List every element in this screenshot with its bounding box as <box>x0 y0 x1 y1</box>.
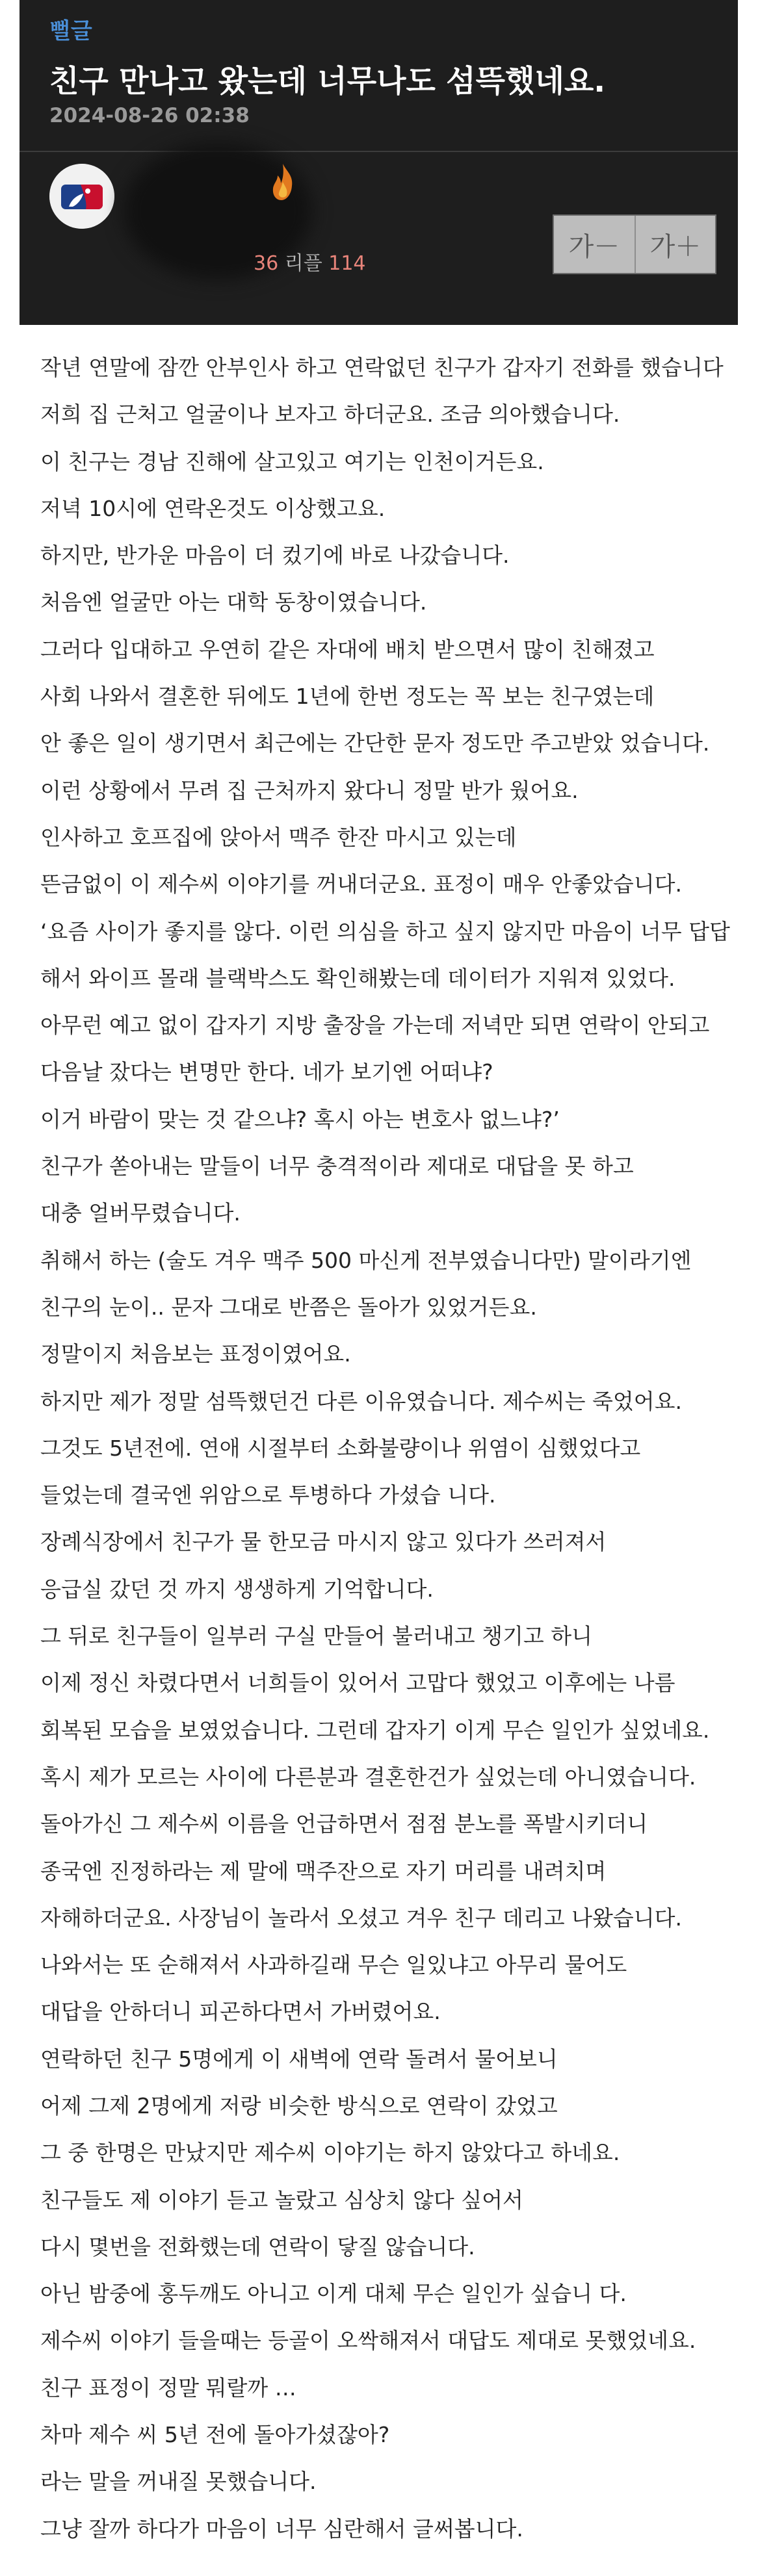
body-line: 이런 상황에서 무려 집 근처까지 왔다니 정말 반가 웠어요. <box>40 777 579 803</box>
body-line: 해서 와이프 몰래 블랙박스도 확인해봤는데 데이터가 지워져 있었다. <box>40 965 675 991</box>
body-line: 자해하더군요. 사장님이 놀라서 오셨고 겨우 친구 데리고 나왔습니다. <box>40 1905 682 1931</box>
body-line: 나와서는 또 순해져서 사과하길래 무슨 일있냐고 아무리 물어도 <box>40 1952 627 1978</box>
body-line: 하지만 제가 정말 섬뜩했던건 다른 이유였습니다. 제수씨는 죽었어요. <box>40 1388 682 1414</box>
body-line: 작년 연말에 잠깐 안부인사 하고 연락없던 친구가 갑자기 전화를 했습니다 <box>40 355 724 380</box>
body-line: 저희 집 근처고 얼굴이나 보자고 하더군요. 조금 의아했습니다. <box>40 402 620 428</box>
body-line: 안 좋은 일이 생기면서 최근에는 간단한 문자 정도만 주고받았 었습니다. <box>40 730 710 756</box>
body-line: 그 중 한명은 만났지만 제수씨 이야기는 하지 않았다고 하네요. <box>40 2140 620 2166</box>
post-body <box>40 344 742 2553</box>
body-line: 혹시 제가 모르는 사이에 다른분과 결혼한건가 싶었는데 아니였습니다. <box>40 1764 696 1790</box>
body-line: 친구의 눈이.. 문자 그대로 반쯤은 돌아가 있었거든요. <box>40 1294 537 1320</box>
body-line: 이제 정신 차렸다면서 너희들이 있어서 고맙다 했었고 이후에는 나름 <box>40 1670 675 1696</box>
body-line: 차마 제수 씨 5년 전에 돌아가셨잖아? <box>40 2422 390 2448</box>
body-line: 취해서 하는 (술도 겨우 맥주 500 마신게 전부였습니다만) 말이라기엔 <box>40 1247 692 1273</box>
body-line: 친구 표정이 정말 뭐랄까 … <box>40 2375 296 2401</box>
body-line: 다음날 잤다는 변명만 한다. 네가 보기엔 어떠냐? <box>40 1059 493 1085</box>
body-line: 그냥 잘까 하다가 마음이 너무 심란해서 글써봅니다. <box>40 2516 523 2542</box>
body-line: 회복된 모습을 보였었습니다. 그런데 갑자기 이게 무슨 일인가 싶었네요. <box>40 1717 710 1743</box>
post-stats <box>254 247 366 276</box>
body-line: 그러다 입대하고 우연히 같은 자대에 배치 받으면서 많이 친해졌고 <box>40 636 655 662</box>
reply-label: 리플 <box>284 252 322 275</box>
body-line: 장례식장에서 친구가 물 한모금 마시지 않고 있다가 쓰러져서 <box>40 1529 607 1555</box>
flame-icon <box>270 162 296 201</box>
font-size-controls <box>553 214 716 274</box>
body-line: 친구가 쏟아내는 말들이 너무 충격적이라 제대로 대답을 못 하고 <box>40 1153 634 1179</box>
body-line: 이거 바람이 맞는 것 같으냐? 혹시 아는 변호사 없느냐?’ <box>40 1106 560 1132</box>
body-line: 제수씨 이야기 들을때는 등골이 오싹해져서 대답도 제대로 못했었네요. <box>40 2328 696 2354</box>
body-line: 인사하고 호프집에 앉아서 맥주 한잔 마시고 있는데 <box>40 824 517 850</box>
body-line: 어제 그제 2명에게 저랑 비슷한 방식으로 연락이 갔었고 <box>40 2093 558 2119</box>
body-line: 친구들도 제 이야기 듣고 놀랐고 심상치 않다 싶어서 <box>40 2187 523 2213</box>
body-line: 돌아가신 그 제수씨 이름을 언급하면서 점점 분노를 폭발시키더니 <box>40 1811 648 1837</box>
post-date: 2024-08-26 02:38 <box>49 104 250 127</box>
body-line: ‘요즘 사이가 좋지를 않다. 이런 의심을 하고 싶지 않지만 마음이 너무 답답 <box>40 918 730 944</box>
body-line: 이 친구는 경남 진해에 살고있고 여기는 인천이거든요. <box>40 448 544 474</box>
body-line: 들었는데 결국엔 위암으로 투병하다 가셨습 니다. <box>40 1482 496 1508</box>
font-decrease-button[interactable]: 가－ <box>554 216 635 273</box>
reply-count[interactable]: 114 <box>328 252 366 275</box>
post-category[interactable]: 뻘글 <box>49 18 92 44</box>
body-line: 응급실 갔던 것 까지 생생하게 기억합니다. <box>40 1576 434 1602</box>
post-title: 친구 만나고 왔는데 너무나도 섬뜩했네요. <box>49 64 606 99</box>
body-line: 연락하던 친구 5명에게 이 새벽에 연락 돌려서 물어보니 <box>40 2046 558 2072</box>
header-divider <box>20 151 738 152</box>
avatar[interactable] <box>49 164 114 229</box>
body-line: 아무런 예고 없이 갑자기 지방 출장을 가는데 저녁만 되면 연락이 안되고 <box>40 1012 710 1038</box>
body-line: 아닌 밤중에 홍두깨도 아니고 이게 대체 무슨 일인가 싶습니 다. <box>40 2281 627 2307</box>
body-line: 대답을 안하더니 피곤하다면서 가버렸어요. <box>40 1999 441 2025</box>
body-line: 저녁 10시에 연락온것도 이상했고요. <box>40 495 386 521</box>
body-line: 그것도 5년전에. 연애 시절부터 소화불량이나 위염이 심했었다고 <box>40 1435 641 1461</box>
body-line: 그 뒤로 친구들이 일부러 구실 만들어 불러내고 챙기고 하니 <box>40 1623 592 1649</box>
body-line: 처음엔 얼굴만 아는 대학 동창이였습니다. <box>40 589 427 615</box>
font-increase-button[interactable]: 가＋ <box>635 216 715 273</box>
body-line: 라는 말을 꺼내질 못했습니다. <box>40 2469 317 2495</box>
body-line: 다시 몇번을 전화했는데 연락이 닿질 않습니다. <box>40 2234 475 2260</box>
body-line: 대충 얼버무렸습니다. <box>40 1200 241 1226</box>
body-line: 사회 나와서 결혼한 뒤에도 1년에 한번 정도는 꼭 보는 친구였는데 <box>40 684 655 710</box>
body-line: 정말이지 처음보는 표정이였어요. <box>40 1341 351 1367</box>
body-line: 종국엔 진정하라는 제 말에 맥주잔으로 자기 머리를 내려치며 <box>40 1858 607 1884</box>
post-header <box>20 0 738 325</box>
view-count: 36 <box>254 252 279 275</box>
body-line: 하지만, 반가운 마음이 더 컸기에 바로 나갔습니다. <box>40 543 510 569</box>
mlb-logo-icon <box>49 164 114 229</box>
body-line: 뜬금없이 이 제수씨 이야기를 꺼내더군요. 표정이 매우 안좋았습니다. <box>40 871 682 897</box>
